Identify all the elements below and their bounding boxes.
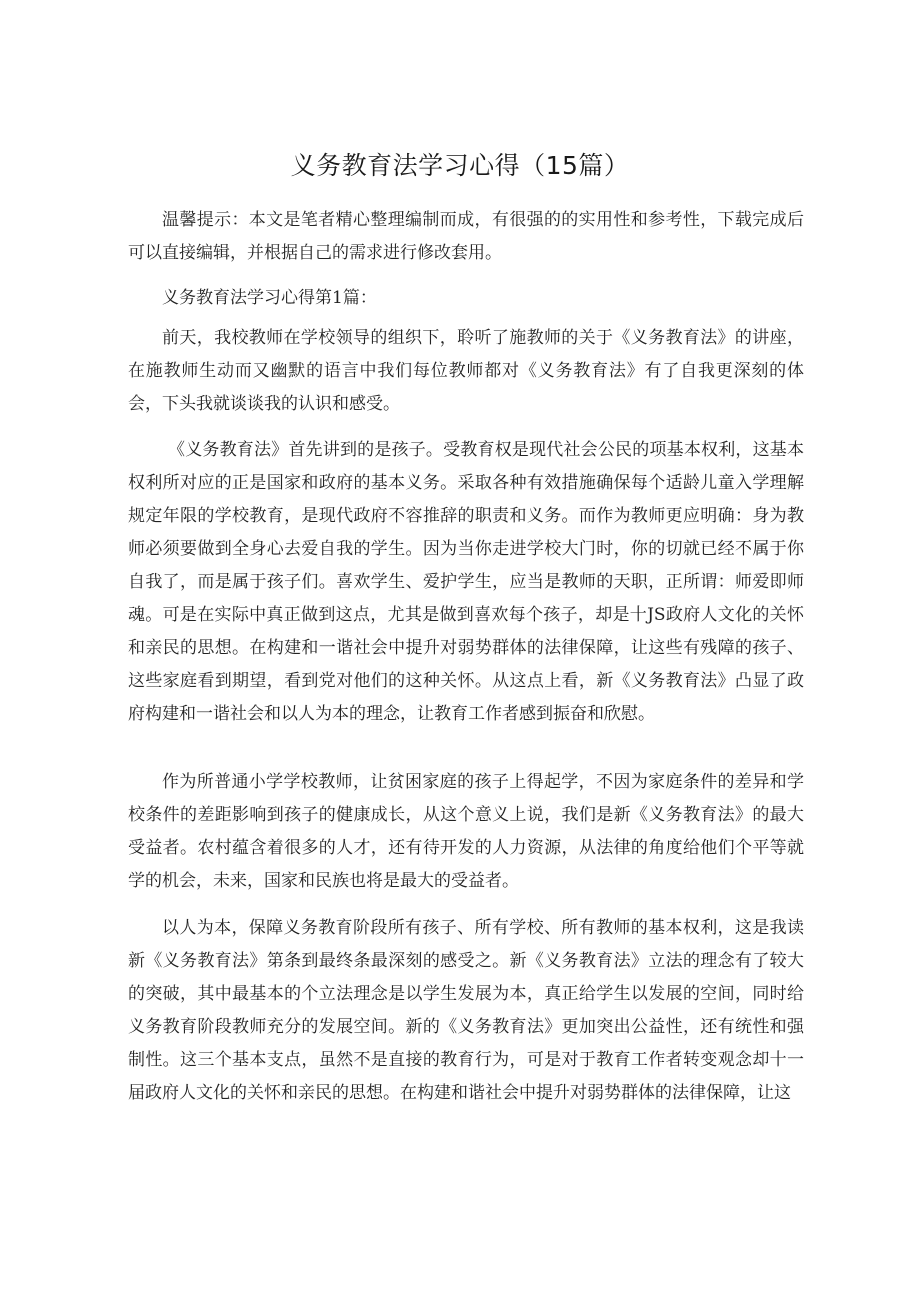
body-paragraph: 前天，我校教师在学校领导的组织下，聆听了施教师的关于《义务教育法》的讲座，在施教师生动而又幽默的语言中我们每位教师都对《义务教育法》有了自我更深刻的体会，下头我就谈谈我的认识和感受。 [128, 328, 804, 414]
section-heading: 义务教育法学习心得第1篇： [162, 288, 377, 308]
notice-paragraph: 温馨提示：本文是笔者精心整理编制而成，有很强的的实用性和参考性，下载完成后可以直接编辑，并根据自己的需求进行修改套用。 [128, 210, 804, 263]
body-paragraph: 作为所普通小学学校教师，让贫困家庭的孩子上得起学，不因为家庭条件的差异和学校条件的差距影响到孩子的健康成长，从这个意义上说，我们是新《义务教育法》的最大受益者。农村蕴含着很多的人才，还有待开发的人力资源，从法律的角度给他们个平等就学的机会，未来，国家和民族也将是最大的受益者。 [128, 772, 804, 891]
document-title: 义务教育法学习心得（15篇） [290, 151, 630, 180]
body-paragraph: 《义务教育法》首先讲到的是孩子。受教育权是现代社会公民的项基本权利，这基本权利所对应的正是国家和政府的基本义务。采取各种有效措施确保每个适龄儿童入学理解规定年限的学校教育，是现代政府不容推辞的职责和义务。而作为教师更应明确：身为教师必须要做到全身心去爱自我的学生。因为当你走进学校大门时，你的切就已经不属于你自我了，而是属于孩子们。喜欢学生、爱护学生，应当是教师的天职，正所谓：师爱即师魂。可是在实际中真正做到这点，尤其是做到喜欢每个孩子，却是十JS政府人文化的关怀和亲民的思想。在构建和一谐社会中提升对弱势群体的法律保障，让这些有残障的孩子、这些家庭看到期望，看到党对他们的这种关怀。从这点上看，新《义务教育法》凸显了政府构建和一谐社会和以人为本的理念，让教育工作者感到振奋和欣慰。 [128, 440, 804, 724]
body-paragraph: 以人为本，保障义务教育阶段所有孩子、所有学校、所有教师的基本权利，这是我读新《义务教育法》第条到最终条最深刻的感受之。新《义务教育法》立法的理念有了较大的突破，其中最基本的个立法理念是以学生发展为本，真正给学生以发展的空间，同时给义务教育阶段教师充分的发展空间。新的《义务教育法》更加突出公益性，还有统性和强制性。这三个基本支点，虽然不是直接的教育行为，可是对于教育工作者转变观念却十一届政府人文化的关怀和亲民的思想。在构建和谐社会中提升对弱势群体的法律保障，让这 [128, 918, 804, 1103]
